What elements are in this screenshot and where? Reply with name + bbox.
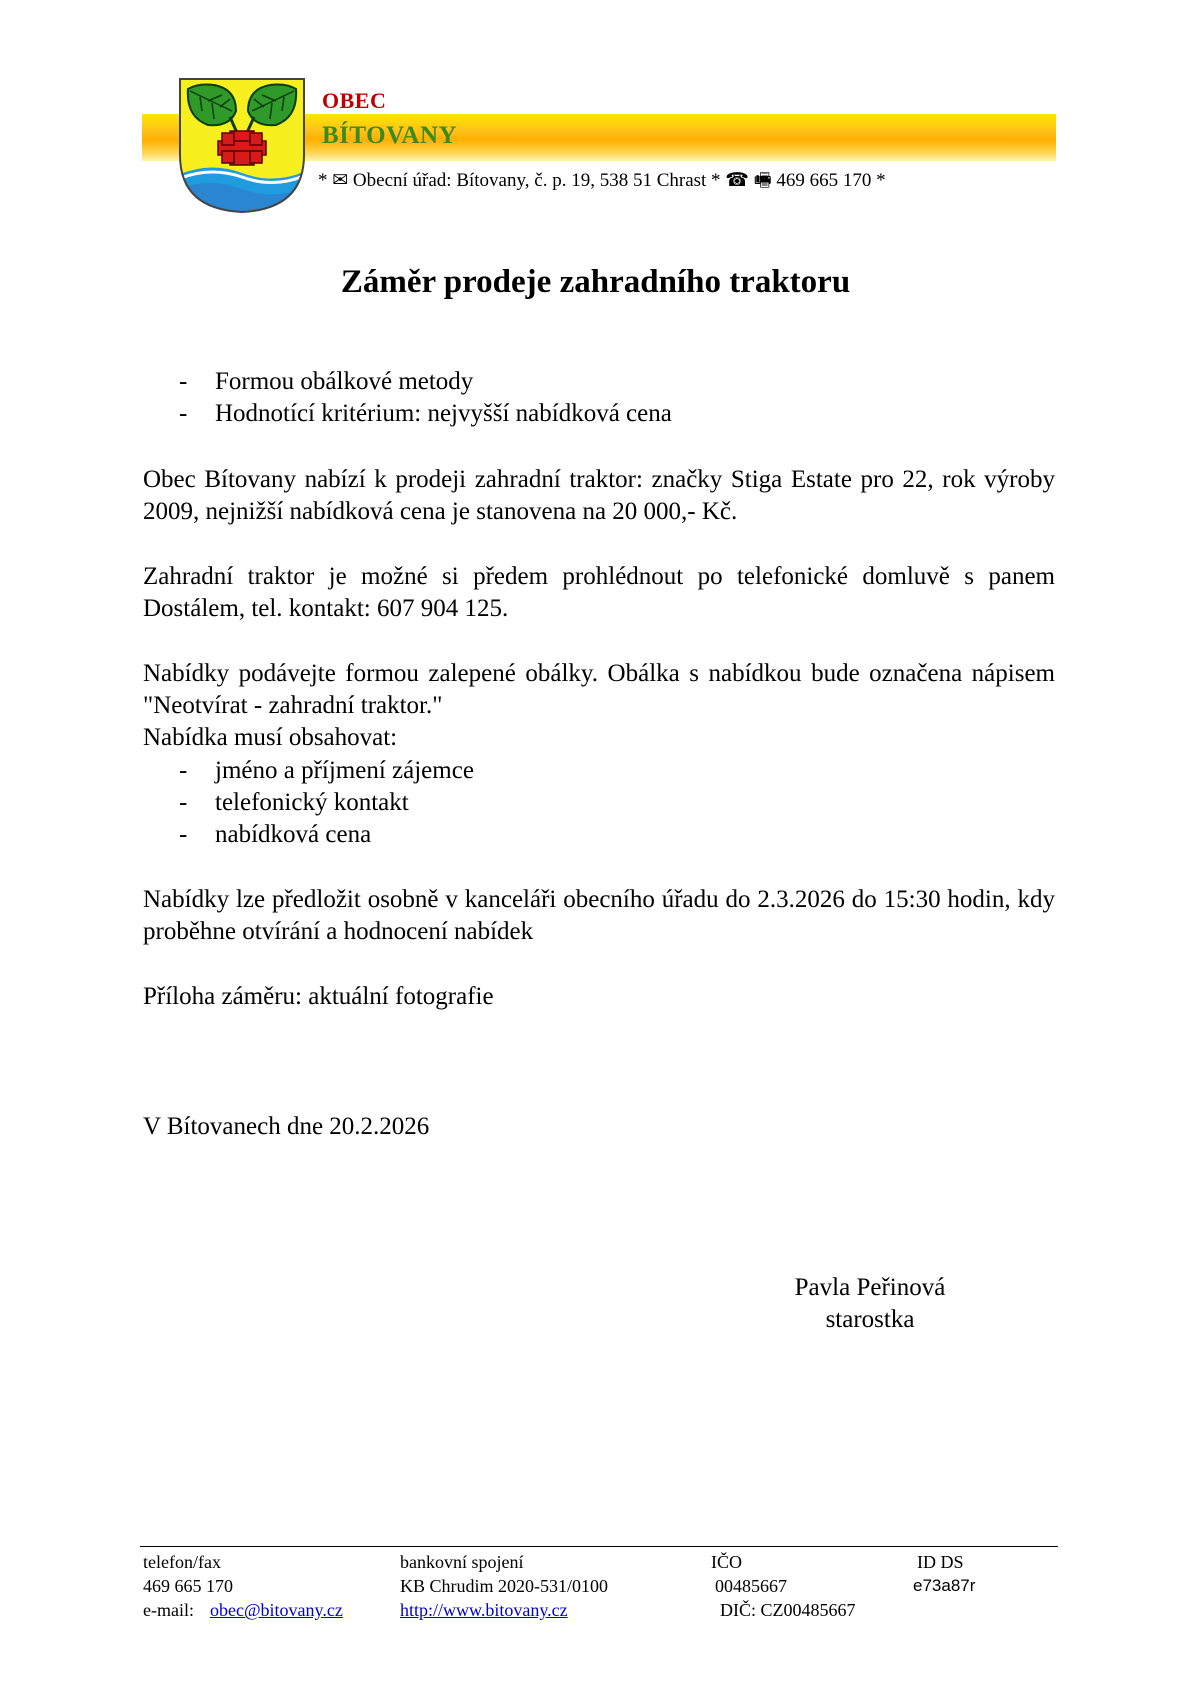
conditions-list <box>143 366 672 430</box>
footer-email-label: e-mail: <box>143 1600 194 1620</box>
footer-phone: 469 665 170 <box>143 1576 233 1596</box>
footer-website-link[interactable]: http://www.bitovany.cz <box>400 1600 568 1620</box>
list-item: - nabídková cena <box>179 821 372 848</box>
footer-ids-label: ID DS <box>917 1552 964 1572</box>
org-name-label: BÍTOVANY <box>322 122 458 149</box>
list-item: - jméno a příjmení zájemce <box>179 757 474 784</box>
offer-paragraph: Obec Bítovany nabízí k prodeji zahradní traktor: značky Stiga Estate pro 22, rok výroby 2009, nejnižší nabídková cena je stanovena na 20 000,- Kč. <box>143 466 1055 525</box>
submission-paragraph: Nabídky podávejte formou zalepené obálky. Obálka s nabídkou bude označena nápisem "Neotvírat - zahradní traktor." <box>143 660 1055 719</box>
footer-ico: 00485667 <box>715 1576 787 1596</box>
list-item: - telefonický kontakt <box>179 789 409 816</box>
deadline-paragraph: Nabídky lze předložit osobně v kanceláři obecního úřadu do 2.3.2026 do 15:30 hodin, kdy proběhne otvírání a hodnocení nabídek <box>143 886 1055 945</box>
municipal-crest-icon <box>178 77 306 214</box>
place-and-date: V Bítovanech dne 20.2.2026 <box>143 1113 430 1140</box>
list-item: - Hodnotící kritérium: nejvyšší nabídková cena <box>179 400 672 427</box>
footer-phone-label: telefon/fax <box>143 1552 221 1572</box>
footer-divider <box>140 1546 1058 1547</box>
footer-ico-label: IČO <box>711 1552 742 1572</box>
list-item-text: nabídková cena <box>215 821 372 848</box>
signatory-role: starostka <box>825 1306 915 1333</box>
org-type-label: OBEC <box>322 88 387 113</box>
page-title: Záměr prodeje zahradního traktoru <box>340 264 851 300</box>
list-item-text: Hodnotící kritérium: nejvyšší nabídková cena <box>215 400 672 427</box>
list-item-text: jméno a příjmení zájemce <box>215 757 474 784</box>
requirements-list <box>143 755 474 851</box>
list-item-text: Formou obálkové metody <box>215 368 474 395</box>
signatory-name: Pavla Peřinová <box>794 1274 946 1301</box>
inspection-paragraph: Zahradní traktor je možné si předem prohlédnout po telefonické domluvě s panem Dostálem, tel. kontakt: 607 904 125. <box>143 563 1055 622</box>
footer-bank-account: KB Chrudim 2020-531/0100 <box>400 1576 609 1596</box>
attachment-note: Příloha záměru: aktuální fotografie <box>143 983 494 1010</box>
office-address: * ✉ Obecní úřad: Bítovany, č. p. 19, 538 51 Chrast * ☎ 🖷 469 665 170 * <box>318 170 886 191</box>
footer-dic: DIČ: CZ00485667 <box>720 1600 856 1620</box>
footer-bank-label: bankovní spojení <box>400 1552 524 1572</box>
footer-email-link[interactable]: obec@bitovany.cz <box>210 1600 343 1620</box>
footer-ids: e73a87r <box>913 1576 976 1595</box>
list-item: - Formou obálkové metody <box>179 368 474 395</box>
requirements-heading: Nabídka musí obsahovat: <box>143 724 398 751</box>
list-item-text: telefonický kontakt <box>215 789 409 816</box>
